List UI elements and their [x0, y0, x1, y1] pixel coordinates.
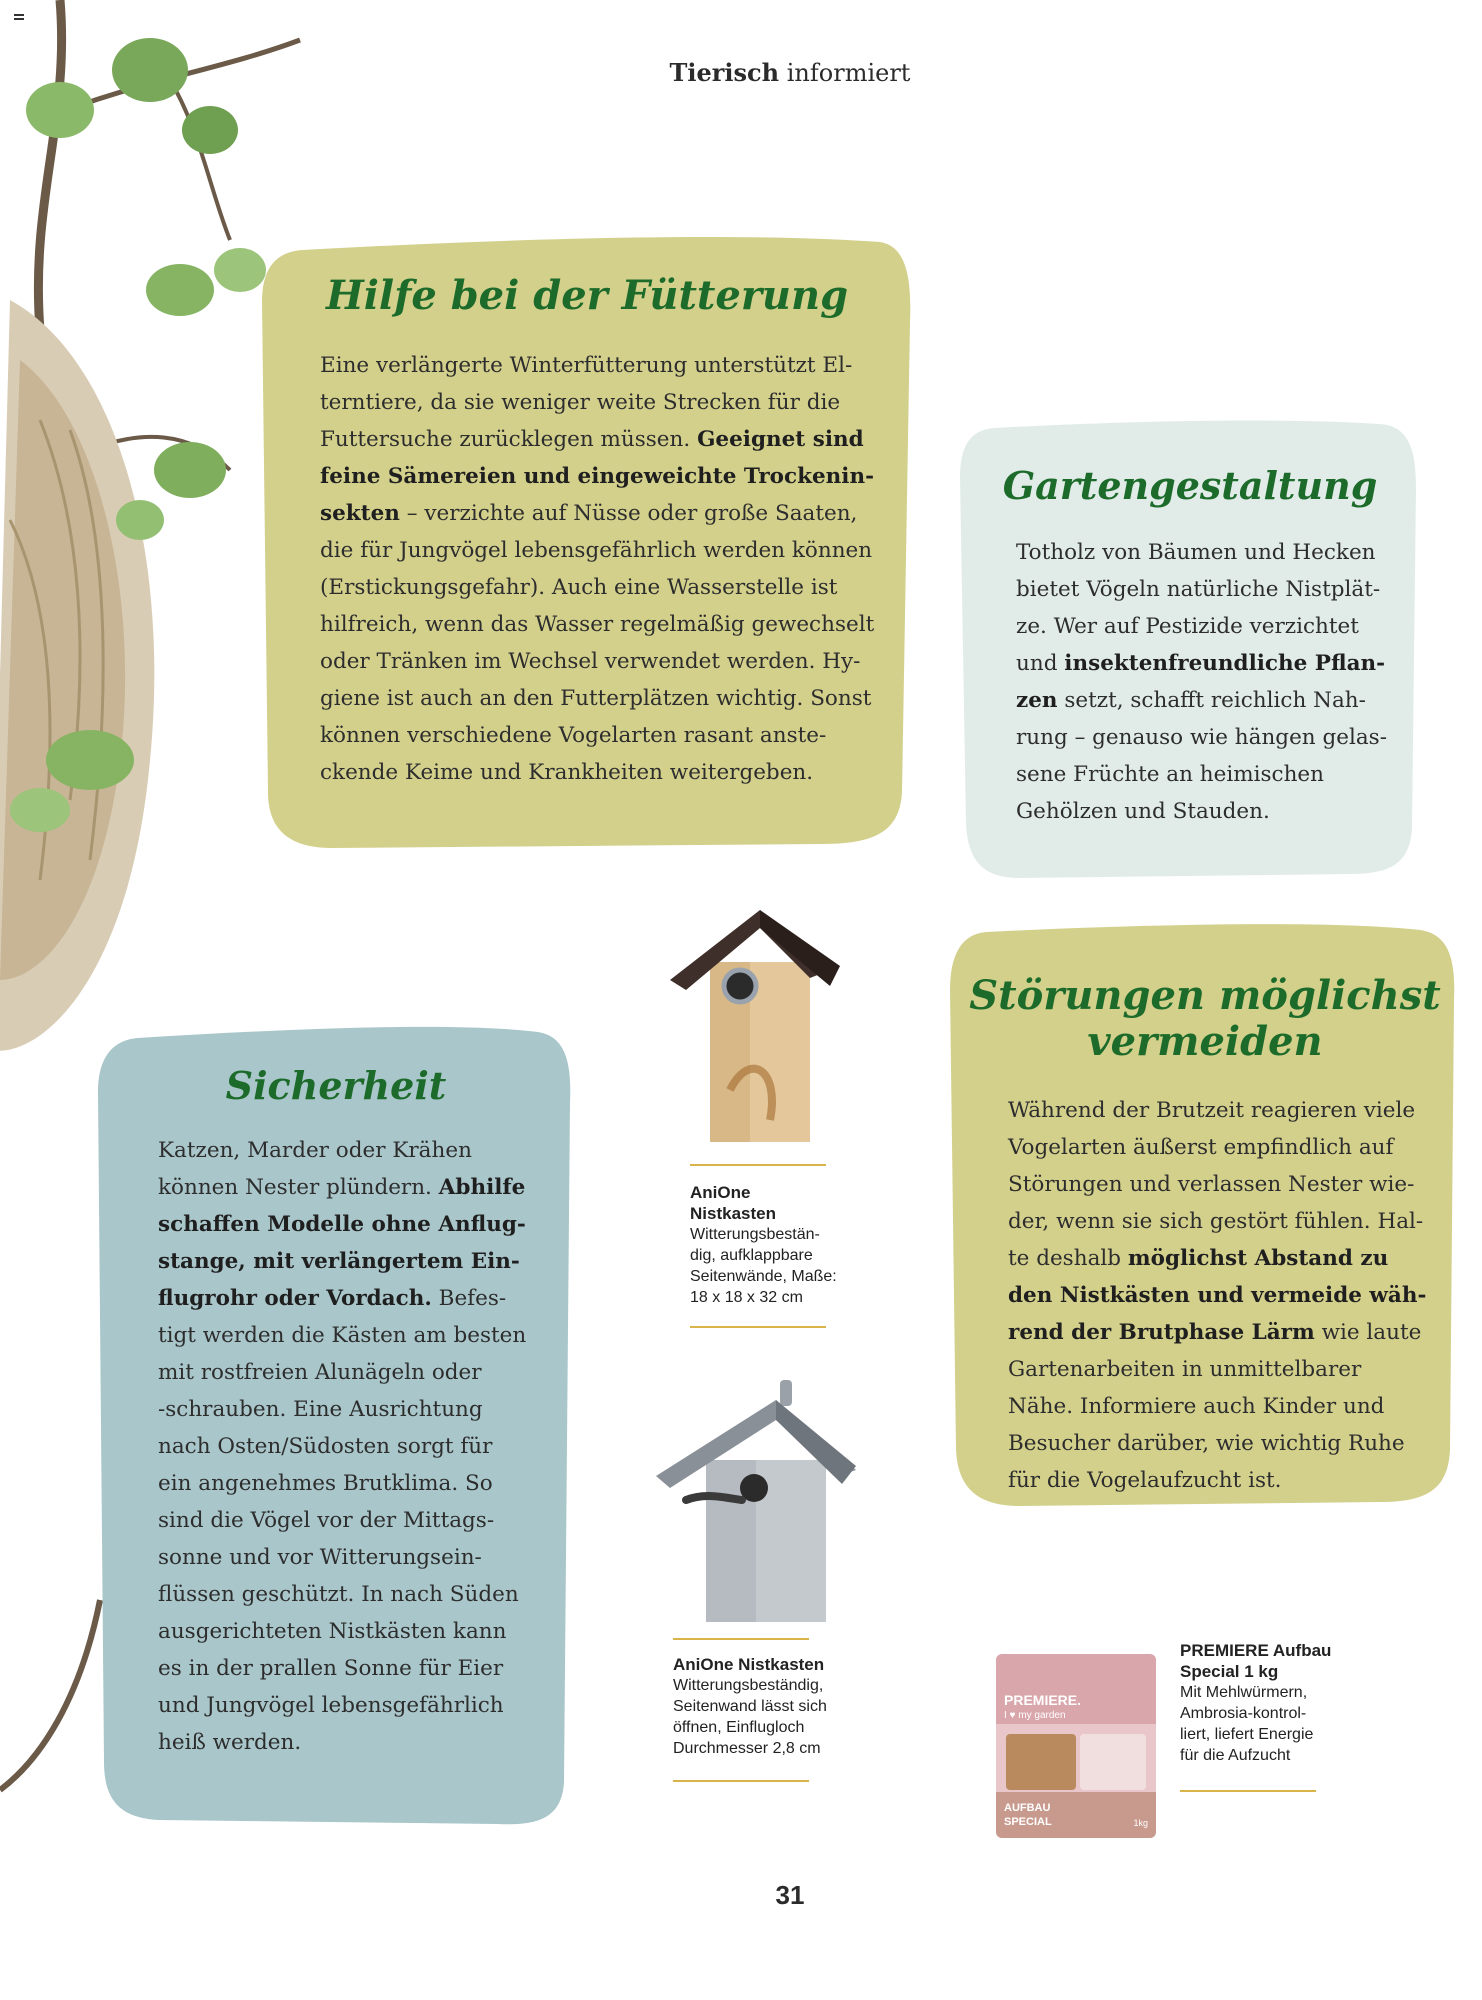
product3-desc-4: für die Aufzucht [1180, 1747, 1291, 1764]
text-line: ausgerichteten Nistkästen kann [158, 1619, 507, 1644]
disturbance-text [1008, 1092, 1448, 1499]
bold-run: stange, mit verlängertem Ein- [158, 1249, 520, 1274]
text-line: oder Tränken im Wechsel verwendet werden. Hy- [320, 649, 861, 674]
text-line [1008, 1277, 1448, 1314]
safety-box [98, 1022, 574, 1828]
text-line: sonne und vor Witterungsein- [158, 1545, 482, 1570]
product2-desc-2: Seitenwand lässt sich [673, 1698, 827, 1715]
text-line: Eine verlängerte Winterfütterung unterstützt El- [320, 353, 853, 378]
bold-run: möglichst Abstand zu [1127, 1246, 1389, 1271]
header-rest: informiert [779, 59, 911, 87]
text-line: Nähe. Informiere auch Kinder und [1008, 1394, 1385, 1419]
bold-run: insektenfreundliche Pflan- [1064, 651, 1386, 676]
wooden-nest-box-image [670, 900, 850, 1150]
text-line: die für Jungvögel lebensgefährlich werden können [320, 538, 873, 563]
text-line: sene Früchte an heimischen [1016, 762, 1324, 787]
bold-run: Geeignet sind [697, 427, 864, 452]
text-line: -schrauben. Eine Ausrichtung [158, 1397, 483, 1422]
product1-desc-1: Witterungsbestän- [690, 1226, 820, 1243]
text-line: sind die Vögel vor der Mittags- [158, 1508, 495, 1533]
product2-desc-4: Durchmesser 2,8 cm [673, 1740, 821, 1757]
garden-text [1016, 534, 1416, 830]
product3-desc-2: Ambrosia-kontrol- [1180, 1705, 1307, 1722]
product2-caption [673, 1654, 873, 1759]
feeding-title: Hilfe bei der Fütterung [325, 272, 849, 319]
garden-title: Gartengestaltung [1002, 463, 1378, 508]
text-line: giene ist auch an den Futterplätzen wichtig. Sonst [320, 686, 872, 711]
text-line: ze. Wer auf Pestizide verzichtet [1016, 614, 1359, 639]
text-line: mit rostfreien Alunägeln oder [158, 1360, 482, 1385]
bold-run: flugrohr oder Vordach. [158, 1286, 432, 1311]
text-line: und Jungvögel lebensgefährlich [158, 1693, 504, 1718]
product3-desc-3: liert, liefert Energie [1180, 1726, 1314, 1743]
bag-label-2: SPECIAL [1004, 1816, 1052, 1828]
text-line: Totholz von Bäumen und Hecken [1016, 540, 1376, 565]
bag-subbrand: I ♥ my garden [1004, 1710, 1066, 1721]
text-line: es in der prallen Sonne für Eier [158, 1656, 504, 1681]
text-line: hilfreich, wenn das Wasser regelmäßig gewechselt [320, 612, 875, 637]
text-line: für die Vogelaufzucht ist. [1008, 1468, 1282, 1493]
bold-run: feine Sämereien und eingeweichte Trockenin- [320, 464, 875, 489]
product3-name-line2: Special 1 kg [1180, 1662, 1279, 1681]
product3-name-line1: PREMIERE Aufbau [1180, 1641, 1332, 1660]
text-line: rend der Brutphase Lärm wie laute [1008, 1320, 1422, 1345]
product1-desc-4: 18 x 18 x 32 cm [690, 1289, 803, 1306]
product2-desc-3: öffnen, Einflugloch [673, 1719, 805, 1736]
page-number: 31 [775, 1880, 805, 1910]
text-line: sekten – verzichte auf Nüsse oder große Saaten, [320, 501, 858, 526]
product3-desc-1: Mit Mehlwürmern, [1180, 1684, 1308, 1701]
product1-caption [690, 1182, 850, 1308]
bold-run: rend der Brutphase Lärm [1008, 1320, 1315, 1345]
bold-run: zen [1016, 688, 1058, 713]
product1-desc-3: Seitenwände, Maße: [690, 1268, 837, 1285]
text-line: Störungen und verlassen Nester wie- [1008, 1172, 1415, 1197]
caption-line [673, 1780, 809, 1782]
text-line: bietet Vögeln natürliche Nistplät- [1016, 577, 1381, 602]
product1-name-line2: Nistkasten [690, 1204, 776, 1223]
text-line: können Nester plündern. Abhilfe [158, 1175, 526, 1200]
text-line: Katzen, Marder oder Krähen [158, 1138, 472, 1163]
caption-line [673, 1638, 809, 1640]
caption-line [1180, 1790, 1316, 1792]
text-line: Während der Brutzeit reagieren viele [1008, 1098, 1416, 1123]
text-line: heiß werden. [158, 1730, 302, 1755]
product1-name-line1: AniOne [690, 1183, 751, 1202]
text-line: und insektenfreundliche Pflan- [1016, 651, 1386, 676]
text-line: Besucher darüber, wie wichtig Ruhe [1008, 1431, 1405, 1456]
safety-title: Sicherheit [225, 1063, 447, 1108]
text-line: Vogelarten äußerst empfindlich auf [1008, 1135, 1394, 1160]
bag-label-1: AUFBAU [1004, 1802, 1051, 1814]
text-line: ckende Keime und Krankheiten weitergeben. [320, 760, 814, 785]
text-line: tigt werden die Kästen am besten [158, 1323, 527, 1348]
feeding-box [262, 232, 912, 850]
text-line: zen setzt, schafft reichlich Nah- [1016, 688, 1366, 713]
text-line: nach Osten/Südosten sorgt für [158, 1434, 493, 1459]
disturbance-title-line2: vermeiden [1087, 1018, 1323, 1065]
text-line: te deshalb möglichst Abstand zu [1008, 1246, 1389, 1271]
text-line: flugrohr oder Vordach. Befes- [158, 1286, 507, 1311]
text-line: flüssen geschützt. In nach Süden [158, 1582, 519, 1607]
text-line [158, 1243, 568, 1280]
text-line: Gartenarbeiten in unmittelbarer [1008, 1357, 1362, 1382]
text-line: (Erstickungsgefahr). Auch eine Wasserstelle ist [320, 575, 838, 600]
text-line: Futtersuche zurücklegen müssen. Geeignet sind [320, 427, 864, 452]
bag-weight: 1kg [1133, 1818, 1148, 1828]
bag-brand: PREMIERE. [1004, 1692, 1082, 1708]
bold-run: den Nistkästen und vermeide wäh- [1008, 1283, 1427, 1308]
disturbance-title-line1: Störungen möglichst [969, 972, 1441, 1019]
text-line: können verschiedene Vogelarten rasant anste- [320, 723, 827, 748]
text-line: rung – genauso wie hängen gelas- [1016, 725, 1387, 750]
bold-run: schaffen Modelle ohne Anflug- [158, 1212, 526, 1237]
caption-line [690, 1326, 826, 1328]
bold-run: Abhilfe [438, 1175, 526, 1200]
bold-run: sekten [320, 501, 400, 526]
text-line: der, wenn sie sich gestört fühlen. Hal- [1008, 1209, 1424, 1234]
metal-nest-box-image [656, 1380, 856, 1630]
safety-text [158, 1132, 568, 1761]
food-bag-image [996, 1654, 1156, 1838]
text-line: terntiere, da sie weniger weite Strecken für die [320, 390, 841, 415]
garden-box [960, 418, 1420, 880]
caption-line [690, 1164, 826, 1166]
text-line [320, 458, 900, 495]
feeding-text [320, 347, 900, 791]
text-line: Gehölzen und Stauden. [1016, 799, 1270, 824]
product2-desc-1: Witterungsbeständig, [673, 1677, 824, 1694]
product3-caption [1180, 1640, 1370, 1766]
text-line: ein angenehmes Brutklima. So [158, 1471, 493, 1496]
text-line [158, 1206, 568, 1243]
product2-name: AniOne Nistkasten [673, 1655, 825, 1674]
header-bold: Tierisch [669, 58, 780, 87]
disturbance-box [950, 920, 1460, 1508]
product1-desc-2: dig, aufklappbare [690, 1247, 813, 1264]
